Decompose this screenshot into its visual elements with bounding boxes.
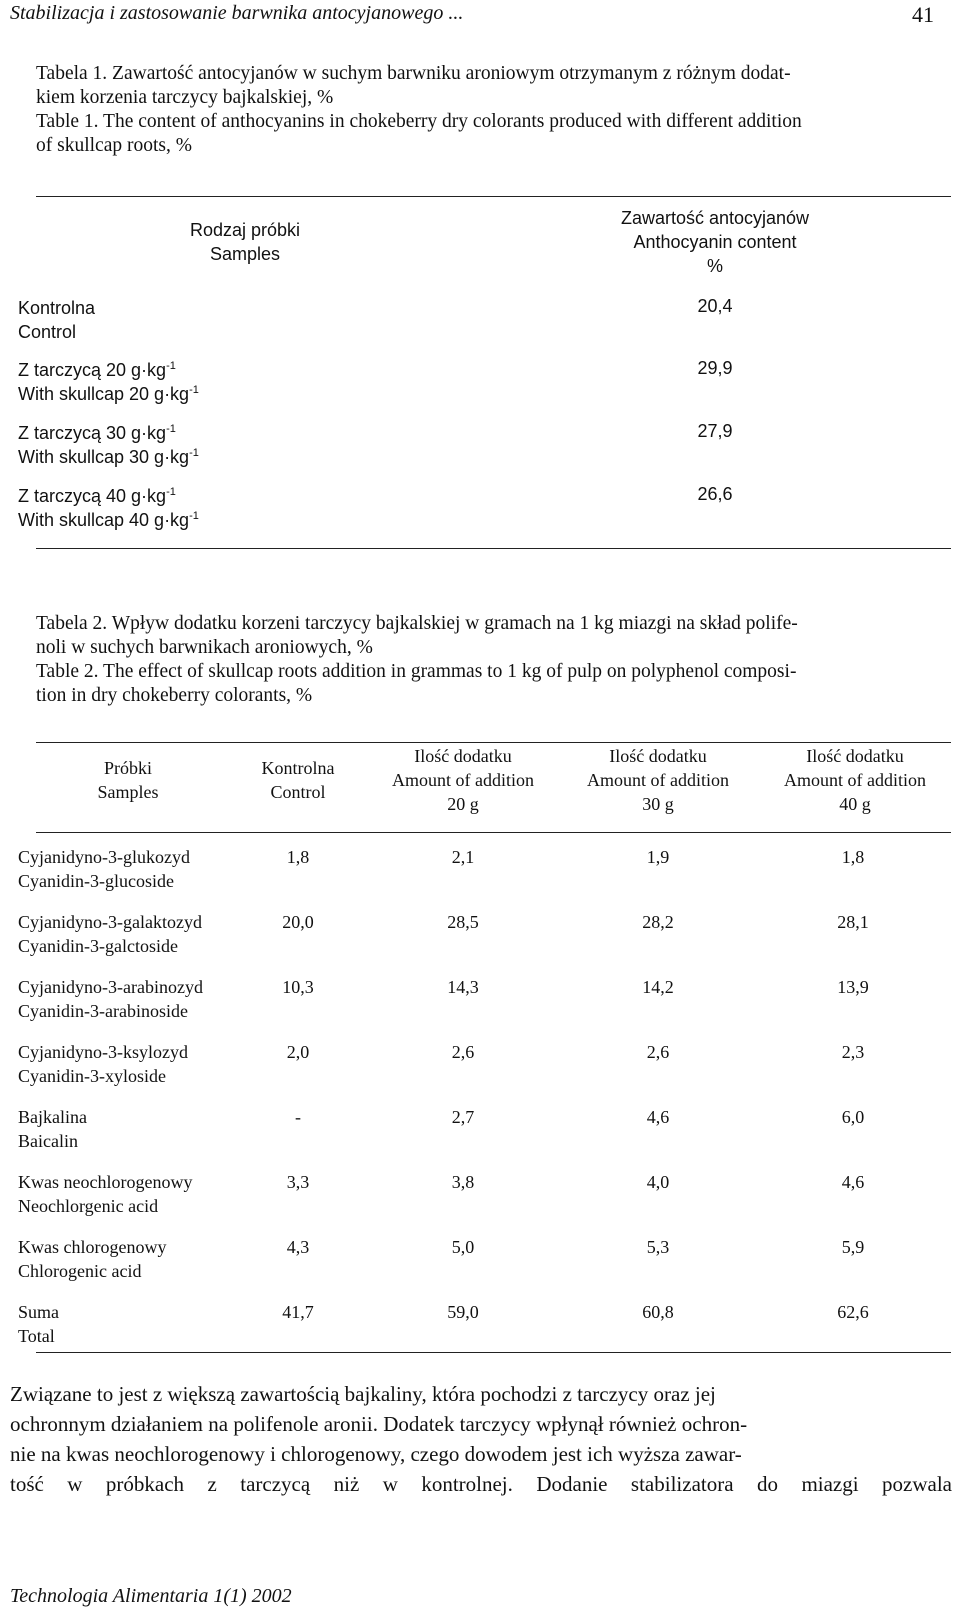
table2-row-label-pl: Cyjanidyno-3-glukozyd bbox=[18, 847, 190, 867]
table1-top-rule bbox=[36, 196, 951, 197]
table2-value: 2,0 bbox=[286, 1042, 310, 1062]
table2-row-label bbox=[18, 845, 190, 893]
table2-row-label-pl: Bajkalina bbox=[18, 1107, 87, 1127]
superscript: -1 bbox=[189, 510, 199, 522]
table2-row-label-pl: Kwas chlorogenowy bbox=[18, 1237, 167, 1257]
table2-value: 41,7 bbox=[282, 1302, 314, 1322]
table1-caption-pl-2: kiem korzenia tarczycy bajkalskiej, % bbox=[36, 87, 334, 108]
table2-value: 62,6 bbox=[837, 1302, 869, 1322]
table2-value: 2,3 bbox=[841, 1042, 865, 1062]
table2-caption-pl-1: Tabela 2. Wpływ dodatku korzeni tarczycy bajkalskiej w gramach na 1 kg miazgi na skład polife- bbox=[36, 613, 798, 634]
table2-row-label-pl: Cyjanidyno-3-galaktozyd bbox=[18, 912, 202, 932]
table1-row-label-en: With skullcap 40 $g\cdot kg^{-1}$ bbox=[18, 510, 199, 530]
table2-col-header-l1: Próbki bbox=[103, 758, 152, 778]
table2-col-header bbox=[363, 744, 563, 816]
body-line: Związane to jest z większą zawartością bajkaliny, która pochodzi z tarczycy oraz jej bbox=[10, 1382, 716, 1406]
table1-row-label-en: With skullcap 20 $g\cdot kg^{-1}$ bbox=[18, 384, 199, 404]
table2-col-header-l2: Control bbox=[270, 782, 326, 802]
table2-value: 2,6 bbox=[451, 1042, 475, 1062]
table2-row-label bbox=[18, 1300, 59, 1348]
table2-row-label-pl: Cyjanidyno-3-ksylozyd bbox=[18, 1042, 188, 1062]
table2-row-label-pl: Suma bbox=[18, 1302, 60, 1322]
table1-row-label-pl: Kontrolna bbox=[18, 298, 96, 318]
table1-row-label-pl: Z tarczycą 30 $g\cdot kg^{-1}$ bbox=[18, 423, 176, 443]
table2-col-header-l1: Kontrolna bbox=[261, 758, 335, 778]
table1-row-label-pl: Z tarczycą 40 $g\cdot kg^{-1}$ bbox=[18, 486, 176, 506]
body-line: tość w próbkach z tarczycą niż w kontrolnej. Dodanie stabilizatora do miazgi pozwala bbox=[10, 1472, 952, 1496]
table2-col-header-l3: 30 g bbox=[642, 794, 674, 814]
table2-row-label-en: Cyanidin-3-arabinoside bbox=[18, 1001, 188, 1021]
table2-value: 60,8 bbox=[642, 1302, 674, 1322]
superscript: -1 bbox=[166, 423, 176, 435]
table2-value: 2,1 bbox=[451, 847, 475, 867]
table2-value: 2,6 bbox=[646, 1042, 670, 1062]
table1-row-label bbox=[18, 296, 95, 344]
journal-footer: Technologia Alimentaria 1(1) 2002 bbox=[10, 1585, 292, 1607]
table2-row-label bbox=[18, 910, 202, 958]
table2-row-label bbox=[18, 1105, 87, 1153]
table2-col-header-l2: Amount of addition bbox=[784, 770, 926, 790]
table2-row-label bbox=[18, 1235, 166, 1283]
table2-row-label-en: Cyanidin-3-glucoside bbox=[18, 871, 174, 891]
table2-row-label-en: Baicalin bbox=[18, 1131, 78, 1151]
superscript: -1 bbox=[189, 447, 199, 459]
table1-value: 20,4 bbox=[697, 296, 733, 316]
page-number: 41 bbox=[912, 2, 934, 27]
table2-value: 1,8 bbox=[286, 847, 310, 867]
table2-value: 5,0 bbox=[451, 1237, 475, 1257]
table1-caption-pl-1: Tabela 1. Zawartość antocyjanów w suchym barwniku aroniowym otrzymanym z różnym dodat- bbox=[36, 63, 791, 84]
table2-col-header-l2: Amount of addition bbox=[392, 770, 534, 790]
table2-value: 4,6 bbox=[646, 1107, 670, 1127]
table2-value: 4,6 bbox=[841, 1172, 865, 1192]
table2-row-label-pl: Kwas neochlorogenowy bbox=[18, 1172, 193, 1192]
table2-value: 4,0 bbox=[646, 1172, 670, 1192]
table2-caption-en-1: Table 2. The effect of skullcap roots addition in grammas to 1 kg of pulp on polyphenol composi- bbox=[36, 661, 797, 682]
table2-col-header-l1: Ilość dodatku bbox=[609, 746, 707, 766]
table1-value: 26,6 bbox=[697, 484, 733, 504]
superscript: -1 bbox=[166, 360, 176, 372]
table2-value: 10,3 bbox=[282, 977, 314, 997]
table2-row-label bbox=[18, 1040, 188, 1088]
table2-col-header bbox=[755, 744, 955, 816]
table2-value: 28,5 bbox=[447, 912, 479, 932]
table2-col-header-l2: Amount of addition bbox=[587, 770, 729, 790]
table2-caption-en-2: tion in dry chokeberry colorants, % bbox=[36, 685, 313, 706]
table2-value: 14,3 bbox=[447, 977, 479, 997]
table2-row-label-en: Cyanidin-3-xyloside bbox=[18, 1066, 166, 1086]
table1-col2-header-en: Anthocyanin content bbox=[633, 232, 797, 252]
table2-value: 3,3 bbox=[286, 1172, 310, 1192]
table1-caption bbox=[36, 62, 936, 158]
table2-value: - bbox=[295, 1107, 301, 1127]
table2-value: 6,0 bbox=[841, 1107, 865, 1127]
table2-value: 28,2 bbox=[642, 912, 674, 932]
table2-top-rule bbox=[36, 742, 951, 743]
table2-value: 1,8 bbox=[841, 847, 865, 867]
table2-col-header bbox=[558, 744, 758, 816]
table2-value: 4,3 bbox=[286, 1237, 310, 1257]
body-line: nie na kwas neochlorogenowy i chlorogenowy, czego dowodem jest ich wyższa zawar- bbox=[10, 1442, 742, 1466]
table1-col1-header-en: Samples bbox=[209, 244, 281, 264]
table2-value: 20,0 bbox=[282, 912, 314, 932]
table2-row-label-en: Total bbox=[18, 1326, 55, 1346]
table2-row-label-en: Cyanidin-3-galctoside bbox=[18, 936, 178, 956]
table2-row-label-en: Neochlorgenic acid bbox=[18, 1196, 159, 1216]
table2-row-label-pl: Cyjanidyno-3-arabinozyd bbox=[18, 977, 203, 997]
table2-value: 59,0 bbox=[447, 1302, 479, 1322]
table2-caption-pl-2: noli w suchych barwnikach aroniowych, % bbox=[36, 637, 373, 658]
table2-col-header-l1: Ilość dodatku bbox=[414, 746, 512, 766]
table2-value: 5,3 bbox=[646, 1237, 670, 1257]
table2-col-header-l1: Ilość dodatku bbox=[806, 746, 904, 766]
body-paragraph bbox=[10, 1379, 952, 1499]
table1-caption-en-1: Table 1. The content of anthocyanins in chokeberry dry colorants produced with different addition bbox=[36, 111, 802, 132]
table1-row-label-pl: Z tarczycą 20 $g\cdot kg^{-1}$ bbox=[18, 360, 176, 380]
table2-col-header-l3: 40 g bbox=[839, 794, 871, 814]
table1-row-label-en: Control bbox=[18, 322, 77, 342]
table1-col2-header bbox=[590, 206, 840, 278]
table1-value: 27,9 bbox=[697, 421, 733, 441]
table2-header-rule bbox=[36, 832, 951, 833]
running-title: Stabilizacja i zastosowanie barwnika antocyjanowego ... bbox=[10, 2, 464, 24]
superscript: -1 bbox=[189, 384, 199, 396]
table1-col1-header-pl: Rodzaj próbki bbox=[189, 220, 301, 240]
table1-row-label-en: With skullcap 30 $g\cdot kg^{-1}$ bbox=[18, 447, 199, 467]
table2-value: 3,8 bbox=[451, 1172, 475, 1192]
table1-col1-header bbox=[120, 218, 370, 266]
table2-value: 1,9 bbox=[646, 847, 670, 867]
table2-value: 28,1 bbox=[837, 912, 869, 932]
table1-value: 29,9 bbox=[697, 358, 733, 378]
table2-caption bbox=[36, 612, 936, 708]
table1-row-label bbox=[18, 421, 199, 469]
body-line: ochronnym działaniem na polifenole aronii. Dodatek tarczycy wpłynął również ochron- bbox=[10, 1412, 748, 1436]
table2-value: 13,9 bbox=[837, 977, 869, 997]
table2-row-label-en: Chlorogenic acid bbox=[18, 1261, 142, 1281]
table1-col2-header-pl: Zawartość antocyjanów bbox=[620, 208, 810, 228]
table2-value: 2,7 bbox=[451, 1107, 475, 1127]
table2-col-header-l2: Samples bbox=[97, 782, 159, 802]
table2-value: 5,9 bbox=[841, 1237, 865, 1257]
superscript: -1 bbox=[166, 486, 176, 498]
table1-row-label bbox=[18, 484, 199, 532]
table1-col2-header-unit: % bbox=[706, 256, 723, 276]
table1-caption-en-2: of skullcap roots, % bbox=[36, 135, 192, 156]
table2-row-label bbox=[18, 975, 203, 1023]
table2-row-label bbox=[18, 1170, 192, 1218]
table2-col-header-l3: 20 g bbox=[447, 794, 479, 814]
table1-row-label bbox=[18, 358, 199, 406]
table2-bottom-rule bbox=[36, 1352, 951, 1353]
table1-bottom-rule bbox=[36, 548, 951, 549]
table2-value: 14,2 bbox=[642, 977, 674, 997]
